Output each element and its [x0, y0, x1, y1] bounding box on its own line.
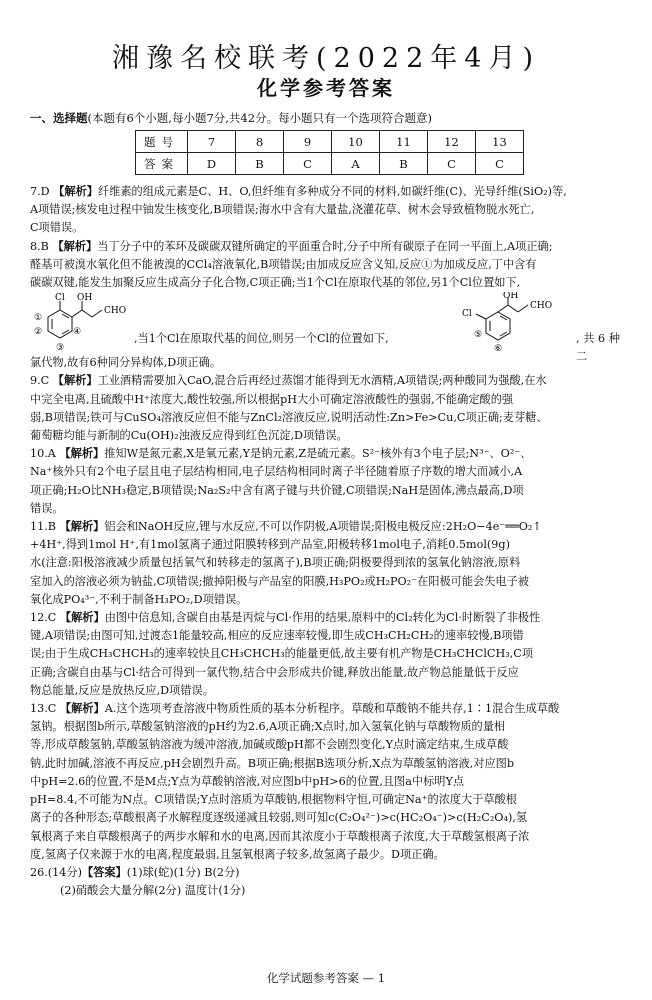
table-cell: 9 — [284, 131, 332, 153]
q12-line: 物总能量,反应是放热反应,D项错误。 — [30, 683, 214, 697]
position-label: ③ — [56, 343, 65, 354]
q26-lead: 26.(14分) — [30, 865, 82, 879]
table-cell: 8 — [236, 131, 284, 153]
table-cell: 10 — [332, 131, 380, 153]
oh-label: OH — [77, 293, 93, 304]
q11-text: 铝会和NaOH反应,锂与水反应,不可以作阴极,A项错误;阳极电极反应:2H₂O−4e⁻══O₂↑ — [104, 520, 542, 534]
table-cell: 13 — [476, 131, 524, 153]
position-label: ② — [34, 327, 43, 338]
q13-line: pH=8.4,不可能为N点。C项错误;Y点时溶质为草酸钠,根据物料守恒,可确定Na⁺的浓度大于草酸根 — [30, 793, 517, 807]
cho-label: CHO — [530, 301, 553, 312]
q8-lead: 8.B — [30, 239, 49, 253]
q12-lead: 12.C — [30, 611, 57, 625]
q9-line: 葡萄糖均能与新制的Cu(OH)₂浊液反应得到红色沉淀,D项错误。 — [30, 429, 348, 443]
q7-tag: 【解析】 — [53, 185, 98, 198]
q9-line: 中完全电离,且硫酸中H⁺浓度大,酸性较强,所以根据pH大小可确定溶液酸性的强弱,不能确定酸的强 — [30, 392, 514, 406]
section-title: 一、选择题 — [30, 111, 88, 125]
molecule-structure-right — [458, 292, 578, 354]
section-note: (本题有6个小题,每小题7分,共42分。每小题只有一个选项符合题意) — [87, 111, 433, 125]
q8-tag: 【解析】 — [52, 239, 98, 253]
q8-line: 碳碳双键,能发生加聚反应生成高分子化合物,C项正确;当1个Cl在原取代基的邻位,另1个Cl位置如下, — [30, 276, 521, 290]
q12-line — [30, 609, 620, 627]
table-header-answer: 答案 — [136, 153, 188, 175]
q10-text: 推知W是氮元素,X是氧元素,Y是钠元素,Z是硫元素。S²⁻核外有3个电子层;N³⁻、O²⁻、 — [104, 447, 532, 461]
table-cell: B — [380, 153, 428, 175]
q13-line: 氧根离子来自草酸根离子的两步水解和水的电离,因而其浓度小于草酸根离子浓度,大于草酸氢根离子浓 — [30, 829, 530, 843]
q8-line: 醛基可被溴水氧化但不能被溴的CCl₄溶液氧化,B项错误;由加成反应含义知,反应①为加成反应,丁中含有 — [30, 257, 537, 271]
page-footer: 化学试题参考答案 — 1 — [266, 971, 386, 985]
q26-line: (2)硝酸会大量分解(2分) 温度计(1分) — [60, 884, 246, 898]
q10-line: Na⁺核外只有2个电子层且电子层结构相同,电子层结构相同时离子半径随着原子序数的增大而减小,A — [30, 465, 523, 479]
q13-line: 度,氢离子仅来源于水的电离,程度最弱,且氢氧根离子较多,故氢离子最少。D项正确。 — [30, 847, 445, 861]
q10-tag: 【解析】 — [59, 447, 105, 461]
q26-line — [30, 864, 620, 882]
page-title: 湘豫名校联考(2022年4月) — [112, 43, 540, 74]
q26-tag: 【答案】 — [81, 865, 127, 879]
q13-tag: 【解析】 — [59, 702, 105, 716]
q9-line — [30, 372, 620, 390]
section-heading — [30, 110, 432, 126]
q9-lead: 9.C — [30, 374, 50, 388]
q8-line: 氯代物,故有6种同分异构体,D项正确。 — [30, 356, 222, 370]
position-label: ⑥ — [494, 344, 503, 355]
q11-lead: 11.B — [30, 520, 57, 534]
table-cell: 7 — [188, 131, 236, 153]
q8-mol-tail: ,共6种二 — [576, 332, 620, 364]
q26-text: (1)球(蛇)(1分) B(2分) — [126, 865, 240, 879]
explanations — [30, 183, 620, 900]
q8-line — [30, 238, 620, 256]
q12-line: 误;由于生成CH₃CHCH₃的速率较快且CH₃CHCH₃的能量更低,故主要有机产物是CH₃CHClCH₃,C项 — [30, 647, 534, 661]
q11-line: 水(注意:阳极溶液减少质量包括氧气和转移走的氢离子),B项正确;阴极要得到浓的氢氧化钠溶液,原料 — [30, 556, 521, 570]
q7-line: C项错误。 — [30, 221, 84, 235]
q11-tag: 【解析】 — [59, 520, 105, 534]
q7-line — [30, 183, 620, 201]
q8-text: 当丁分子中的苯环及碳碳双键所确定的平面重合时,分子中所有碳原子在同一平面上,A项正确; — [97, 239, 553, 253]
table-cell: C — [284, 153, 332, 175]
q13-line: 离子的各种形态;草酸根离子水解程度逐级递减且较弱,则可知c(C₂O₄²⁻)>c(HC₂O₄⁻)>c(H₂C₂O₄),氢 — [30, 811, 528, 825]
answer-table — [135, 130, 524, 175]
q10-line: 错误。 — [30, 501, 64, 515]
position-label: ④ — [73, 327, 82, 338]
table-cell: 12 — [428, 131, 476, 153]
table-cell: A — [332, 153, 380, 175]
q13-line — [30, 700, 620, 718]
q13-line: 氢钠。根据图b所示,草酸氢钠溶液的pH约为2.6,A项正确;X点时,加入氢氧化钠与草酸物质的量相 — [30, 720, 506, 734]
q11-line — [30, 518, 620, 536]
table-row — [136, 131, 524, 153]
q12-text: 由图中信息知,含碳自由基是丙烷与Cl·作用的结果,原料中的Cl₂转化为Cl·时断裂了非极性 — [104, 611, 541, 625]
q7-line: A项错误;核发电过程中铀发生核变化,B项错误;海水中含有大量盐,浇灌花草、树木会导致植物脱水死亡, — [30, 203, 535, 217]
q11-line: 室加入的溶液必须为钠盐,C项错误;撤掉阳极与产品室的阳膜,H₃PO₂或H₂PO₂⁻在阳极可能会失电子被 — [30, 574, 529, 588]
oh-label: OH — [503, 292, 519, 302]
q7-lead: 7.D — [30, 185, 50, 198]
q7-text: 纤维素的组成元素是C、H、O,但纤维有多种成分不同的材料,如碳纤维(C)、光导纤维(SiO₂)等, — [97, 185, 567, 198]
table-cell: D — [188, 153, 236, 175]
q13-line: 等,形成草酸氢钠,草酸氢钠溶液为缓冲溶液,加碱或酸pH都不会剧烈变化,Y点时滴定结束,生成草酸 — [30, 738, 509, 752]
position-label: ⑤ — [474, 330, 483, 341]
q13-text: A.这个选项考查溶液中物质性质的基本分析程序。草酸和草酸钠不能共存,1∶1混合生成草酸 — [104, 702, 560, 716]
q10-line: 项正确;H₂O比NH₃稳定,B项错误;Na₂S₂中含有离子键与共价键,C项错误;NaH是固体,沸点最高,D项 — [30, 483, 524, 497]
q12-tag: 【解析】 — [59, 611, 105, 625]
cho-label: CHO — [104, 306, 127, 317]
q10-line — [30, 445, 620, 463]
table-header-number: 题号 — [136, 131, 188, 153]
q11-line: +4H⁺,得到1mol H⁺,有1mol氢离子通过阳膜转移到产品室,阳极转移1mol电子,消耗0.5mol(9g) — [30, 538, 510, 552]
molecule-structure-left — [30, 292, 140, 354]
q13-lead: 13.C — [30, 702, 57, 716]
table-cell: C — [476, 153, 524, 175]
q12-line: 正确;含碳自由基与Cl·结合可得到一氯代物,结合中会形成共价键,释放出能量,故产物总能量低于反应 — [30, 665, 519, 679]
q13-line: 中pH=2.6的位置,不是M点;Y点为草酸钠溶液,对应图b中pH>6的位置,且图a中标明Y点 — [30, 774, 465, 788]
q12-line: 键,A项错误;由图可知,过渡态1能量较高,相应的反应速率较慢,即生成CH₃CH₂CH₂的速率较慢,B项错 — [30, 629, 524, 643]
q13-line: 钠,此时加碱,溶液不再反应,pH会剧烈升高。B项正确;根据B选项分析,X点为草酸氢钠溶液,对应图b — [30, 756, 514, 770]
cl-label: Cl — [462, 309, 472, 320]
q9-tag: 【解析】 — [52, 374, 98, 388]
page-subtitle: 化学参考答案 — [257, 76, 395, 100]
q8-mol-text: ,当1个Cl在原取代基的间位,则另一个Cl的位置如下, — [134, 332, 389, 346]
table-cell: B — [236, 153, 284, 175]
table-row — [136, 153, 524, 175]
cl-label: Cl — [55, 293, 65, 304]
q9-line: 弱,B项错误;铁可与CuSO₄溶液反应但不能与ZnCl₂溶液反应,说明活动性:Zn>Fe>Cu,C项正确;麦芽糖、 — [30, 410, 548, 424]
table-cell: C — [428, 153, 476, 175]
q9-text: 工业酒精需要加入CaO,混合后再经过蒸馏才能得到无水酒精,A项错误;两种酸同为强酸,在水 — [97, 374, 547, 388]
table-cell: 11 — [380, 131, 428, 153]
position-label: ① — [34, 313, 43, 324]
q10-lead: 10.A — [30, 447, 56, 461]
q11-line: 氧化成PO₄³⁻,不利于制备H₃PO₂,D项错误。 — [30, 592, 248, 606]
